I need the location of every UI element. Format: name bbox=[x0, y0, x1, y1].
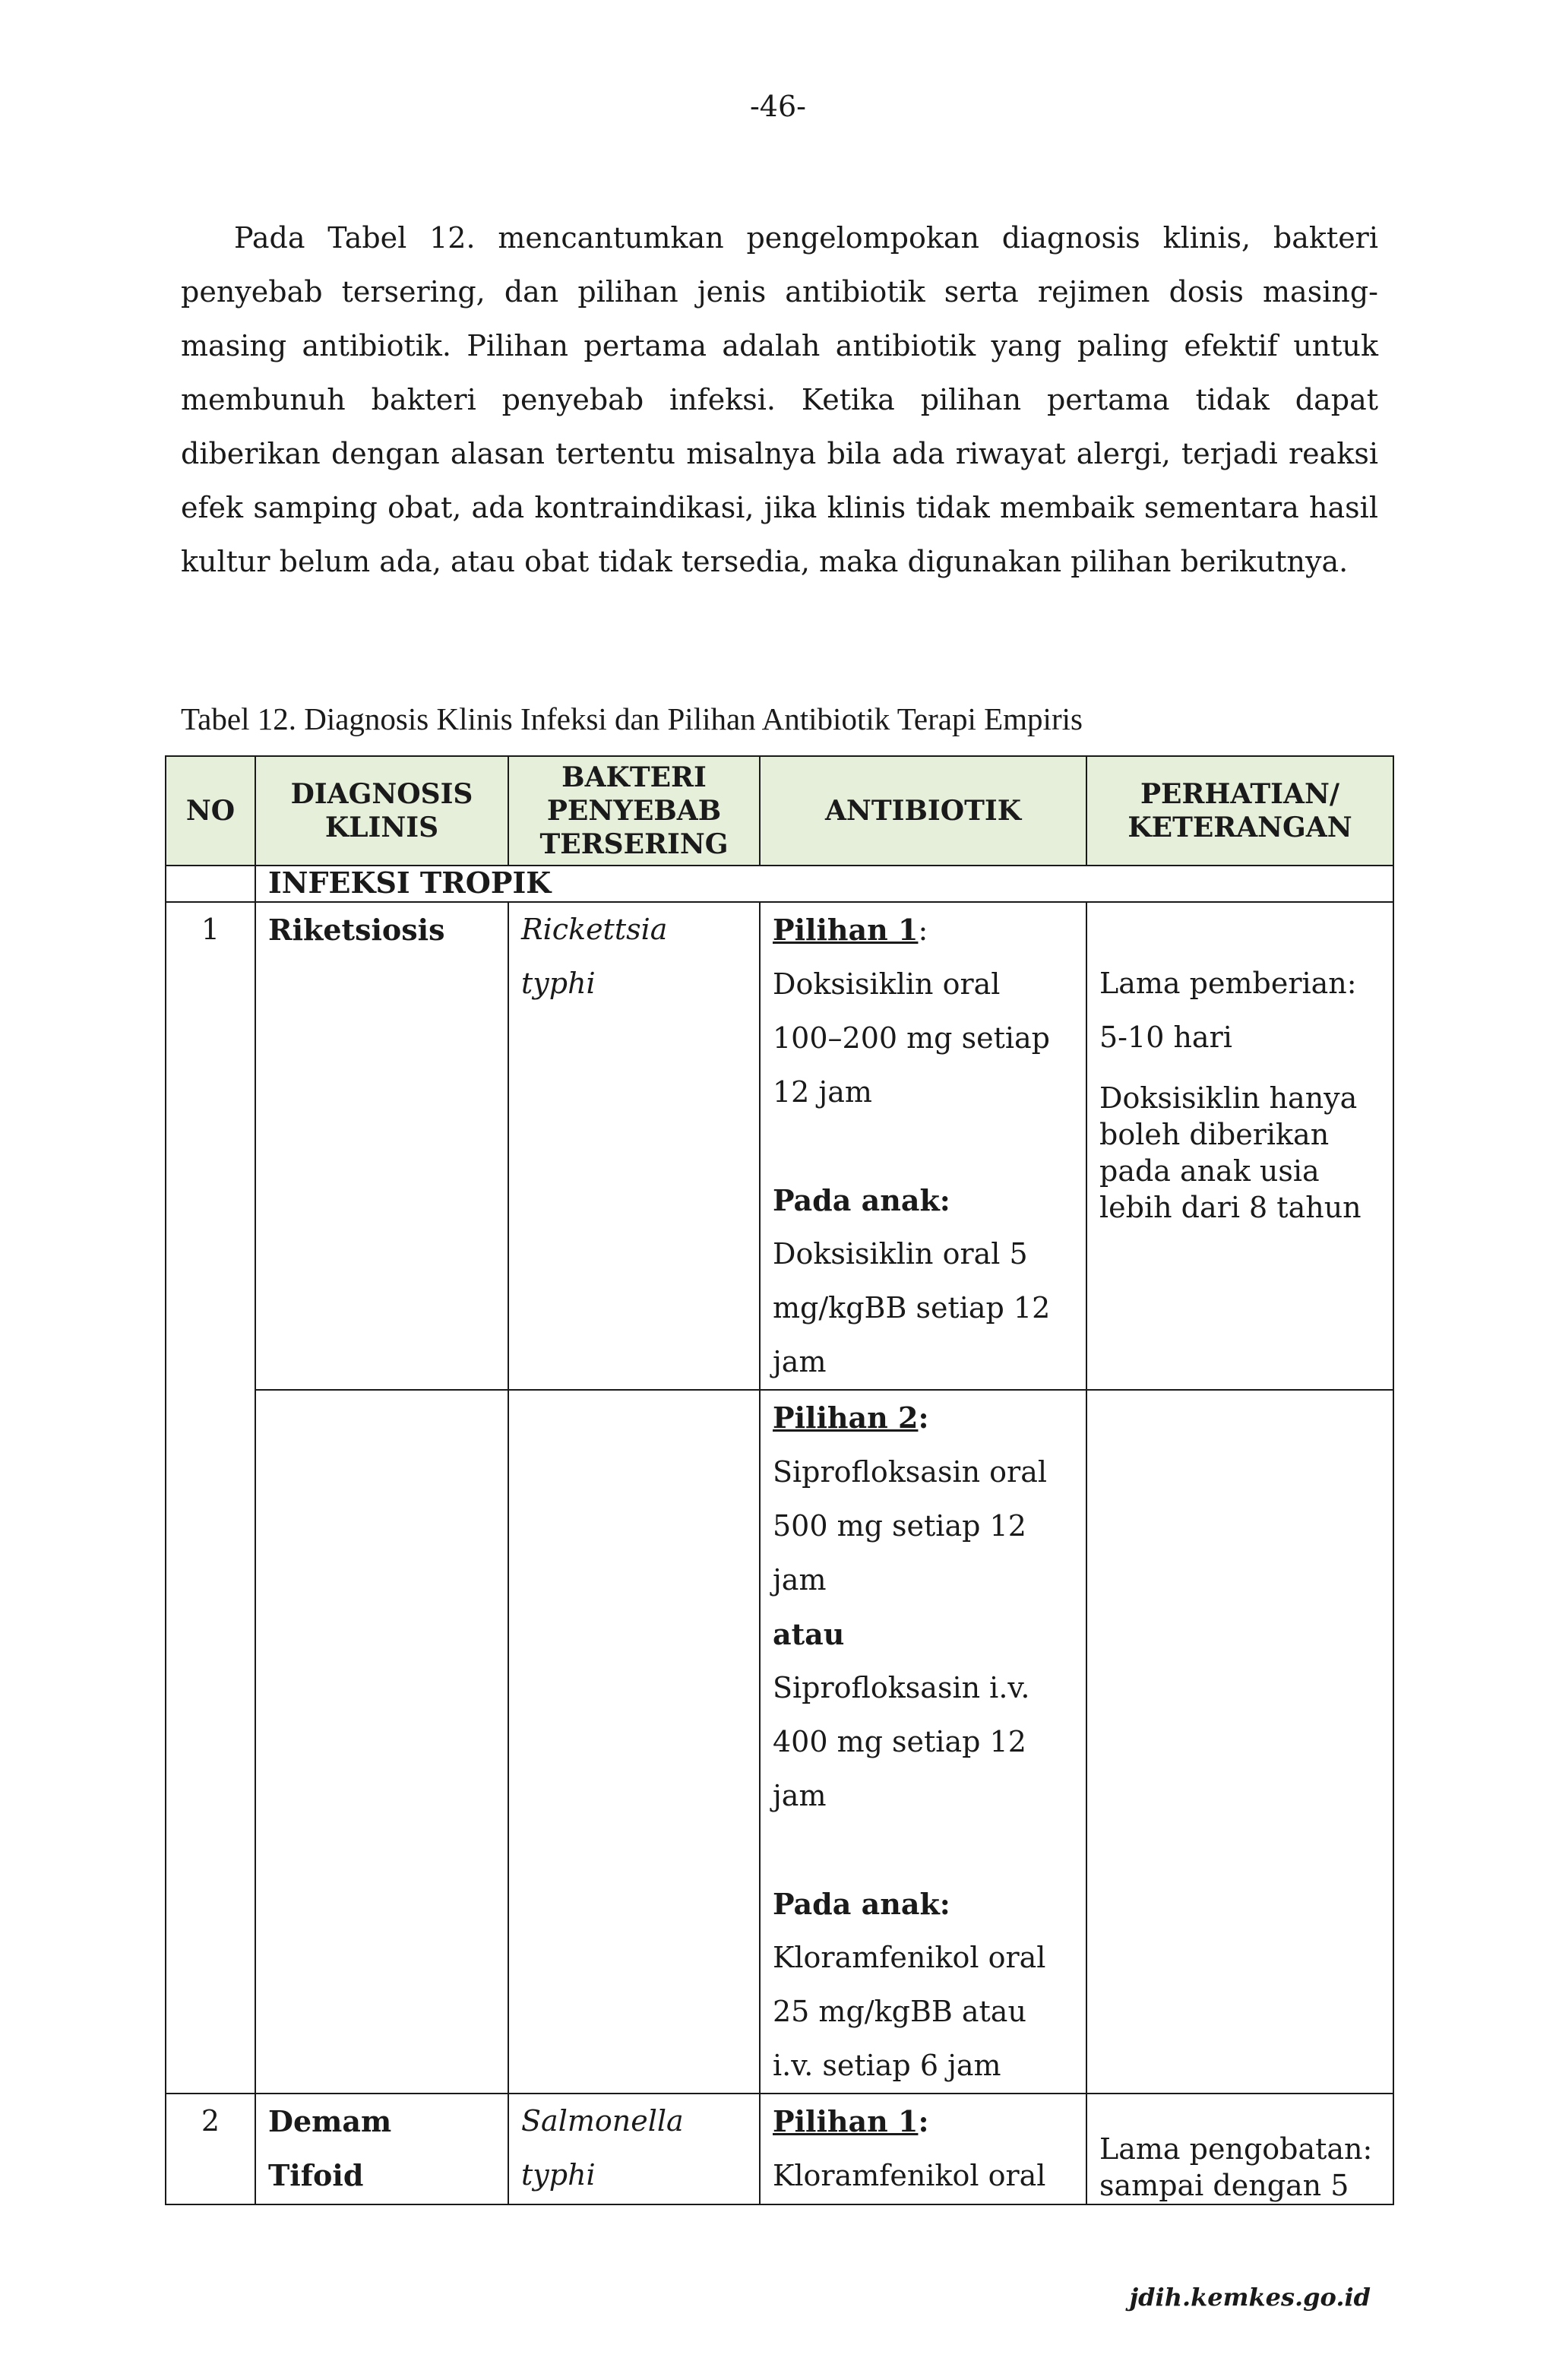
header-diagnosis: DIAGNOSIS KLINIS bbox=[255, 756, 508, 866]
table-row bbox=[166, 902, 1393, 1390]
dose-line: mg/kgBB setiap 12 bbox=[773, 1291, 1051, 1325]
dose-line: Kloramfenikol oral bbox=[773, 2159, 1046, 2192]
dose-line: i.v. setiap 6 jam bbox=[773, 2049, 1001, 2082]
antibiotic-cell bbox=[760, 2094, 1086, 2204]
choice-colon: : bbox=[918, 913, 928, 947]
antibiotic-cell bbox=[760, 1390, 1086, 2094]
bacteria-genus: Rickettsia bbox=[521, 913, 668, 946]
table-header-row bbox=[166, 756, 1393, 866]
row-number: 2 bbox=[166, 2094, 255, 2204]
diagnosis-cell: Riketsiosis bbox=[255, 902, 508, 1390]
dose-line: 500 mg setiap 12 bbox=[773, 1509, 1026, 1543]
bacteria-cell bbox=[508, 1390, 760, 2094]
note-line: Lama pemberian: bbox=[1099, 967, 1357, 1000]
intro-paragraph: Pada Tabel 12. mencantumkan pengelompokan diagnosis klinis, bakteri penyebab tersering, dan pilihan jenis antibiotik serta rejimen dosis masing-masing antibiotik. Pilihan pertama adalah antibiotik yang paling efektif untuk membunuh bakteri penyebab infeksi. Ketika pilihan pertama tidak dapat diberikan dengan alasan tertentu misalnya bila ada riwayat alergi, terjadi reaksi efek samping obat, ada kontraindikasi, jika klinis tidak membaik sementara hasil kultur belum ada, atau obat tidak tersedia, maka digunakan pilihan berikutnya. bbox=[181, 221, 1378, 578]
section-no-cell bbox=[166, 866, 255, 902]
bacteria-genus: Salmonella bbox=[521, 2104, 684, 2138]
dose-line: jam bbox=[773, 1345, 827, 1378]
dose-line: 25 mg/kgBB atau bbox=[773, 1995, 1026, 2028]
dose-line: jam bbox=[773, 1779, 827, 1812]
notes-cell bbox=[1086, 902, 1393, 1390]
dose-line: jam bbox=[773, 1563, 827, 1597]
notes-cell bbox=[1086, 2094, 1393, 2204]
diagnosis-cell: Demam Tifoid bbox=[255, 2094, 508, 2204]
child-label: Pada anak: bbox=[773, 1183, 950, 1217]
choice-label: Pilihan 2 bbox=[773, 1400, 919, 1435]
choice-label: Pilihan 1 bbox=[773, 913, 919, 947]
child-label: Pada anak: bbox=[773, 1887, 950, 1921]
notes-cell bbox=[1086, 1390, 1393, 2094]
dose-line: 400 mg setiap 12 bbox=[773, 1725, 1026, 1758]
bacteria-cell bbox=[508, 902, 760, 1390]
antibiotic-cell bbox=[760, 902, 1086, 1390]
page-number: -46- bbox=[749, 90, 807, 123]
dose-line: Kloramfenikol oral bbox=[773, 1941, 1046, 1974]
section-row bbox=[166, 866, 1393, 902]
header-bacteria: BAKTERI PENYEBAB TERSERING bbox=[508, 756, 760, 866]
header-no: NO bbox=[166, 756, 255, 866]
dose-line: Doksisiklin oral bbox=[773, 967, 1001, 1001]
choice-label: Pilihan 1 bbox=[773, 2104, 919, 2138]
choice-colon: : bbox=[918, 2104, 929, 2138]
bacteria-species: typhi bbox=[521, 967, 596, 1000]
header-antibiotic: ANTIBIOTIK bbox=[760, 756, 1086, 866]
header-notes: PERHATIAN/ KETERANGAN bbox=[1086, 756, 1393, 866]
antibiotic-table bbox=[165, 755, 1394, 2205]
or-label: atau bbox=[773, 1617, 845, 1651]
choice-colon: : bbox=[918, 1400, 929, 1435]
bacteria-species: typhi bbox=[521, 2158, 596, 2192]
footer-source: jdih.kemkes.go.id bbox=[1129, 2283, 1371, 2312]
note-text: Doksisiklin hanya boleh diberikan pada anak usia lebih dari 8 tahun bbox=[1099, 1081, 1362, 1224]
row-number: 1 bbox=[166, 902, 255, 2094]
section-title: INFEKSI TROPIK bbox=[255, 866, 1393, 902]
note-text: Lama pengobatan: sampai dengan 5 bbox=[1099, 2132, 1373, 2202]
dose-line: Siprofloksasin oral bbox=[773, 1455, 1048, 1489]
bacteria-cell bbox=[508, 2094, 760, 2204]
table-row bbox=[166, 2094, 1393, 2204]
note-line: 5-10 hari bbox=[1099, 1021, 1232, 1054]
dose-line: Doksisiklin oral 5 bbox=[773, 1237, 1028, 1271]
dose-line: 12 jam bbox=[773, 1075, 872, 1109]
diagnosis-cell bbox=[255, 1390, 508, 2094]
table-row bbox=[166, 1390, 1393, 2094]
dose-line: Siprofloksasin i.v. bbox=[773, 1671, 1030, 1704]
dose-line: 100–200 mg setiap bbox=[773, 1021, 1050, 1055]
table-caption: Tabel 12. Diagnosis Klinis Infeksi dan Pilihan Antibiotik Terapi Empiris bbox=[181, 701, 1083, 736]
